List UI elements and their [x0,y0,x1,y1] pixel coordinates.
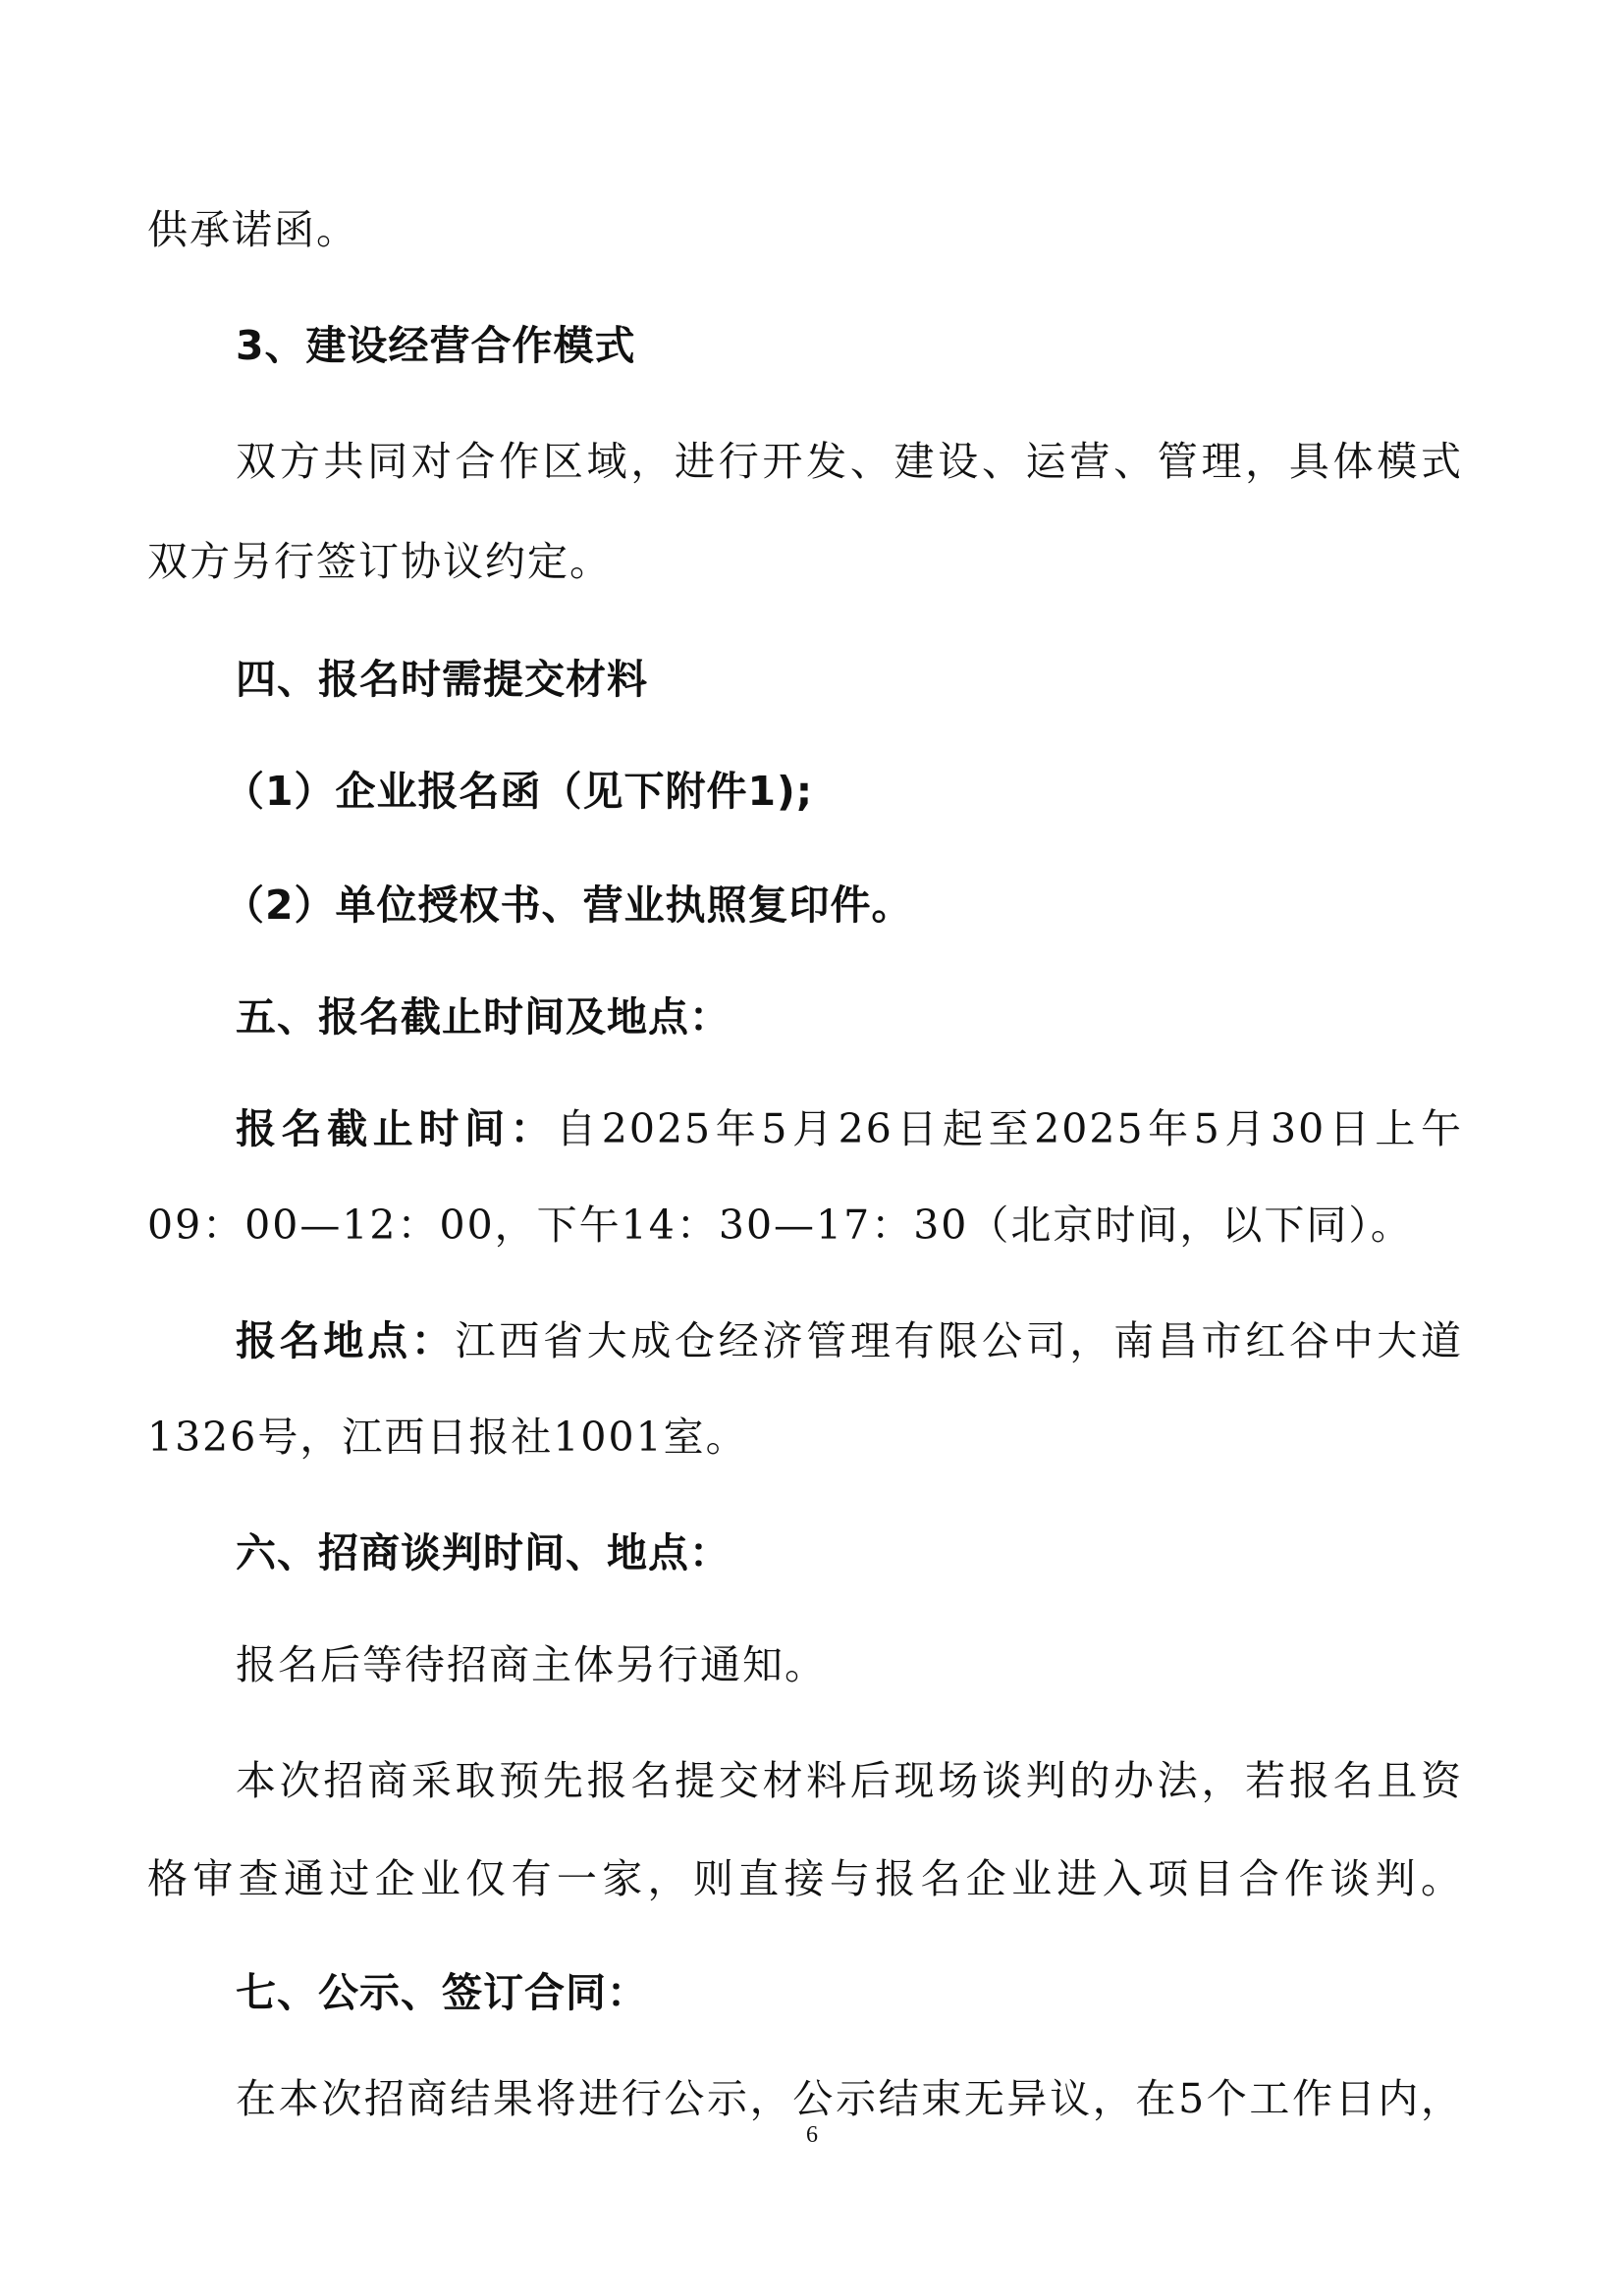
location-label: 报名地点： [236,1317,456,1364]
location-text: 江西省大成仓经济管理有限公司，南昌市红谷中大道 [455,1317,1464,1364]
section-heading-3: 3、建设经营合作模式 [236,322,636,369]
paragraph-method-line2: 格审查通过企业仅有一家，则直接与报名企业进入项目合作谈判。 [147,1855,1463,1902]
section-heading-6: 六、招商谈判时间、地点： [236,1529,731,1576]
location-line2: 1326号，江西日报社1001室。 [147,1414,748,1461]
deadline-text: 自2025年5月26日起至2025年5月30日上午 [556,1105,1463,1152]
section-heading-4: 四、报名时需提交材料 [236,656,648,703]
list-item-1: （1）企业报名函（见下附件1); [224,768,814,815]
paragraph-publicity-line1: 在本次招商结果将进行公示，公示结束无异议，在5个工作日内， [236,2075,1463,2122]
paragraph-notice: 报名后等待招商主体另行通知。 [236,1641,827,1688]
location-line1 [236,1315,1463,1366]
deadline-line2: 09：00—12：00，下午14：30—17：30（北京时间，以下同）。 [147,1201,1413,1249]
paragraph-continuation: 供承诺函。 [147,206,358,253]
paragraph-cooperation-line2: 双方另行签订协议约定。 [147,538,612,585]
deadline-label: 报名截止时间： [236,1105,557,1152]
paragraph-method-line1: 本次招商采取预先报名提交材料后现场谈判的办法，若报名且资 [236,1757,1463,1804]
section-heading-5: 五、报名截止时间及地点： [236,993,731,1041]
section-heading-7: 七、公示、签订合同： [236,1969,648,2016]
page-number: 6 [806,2122,818,2148]
paragraph-cooperation-line1: 双方共同对合作区域，进行开发、建设、运营、管理，具体模式 [236,438,1463,485]
list-item-2: （2）单位授权书、营业执照复印件。 [224,881,913,929]
deadline-line1 [236,1103,1463,1154]
